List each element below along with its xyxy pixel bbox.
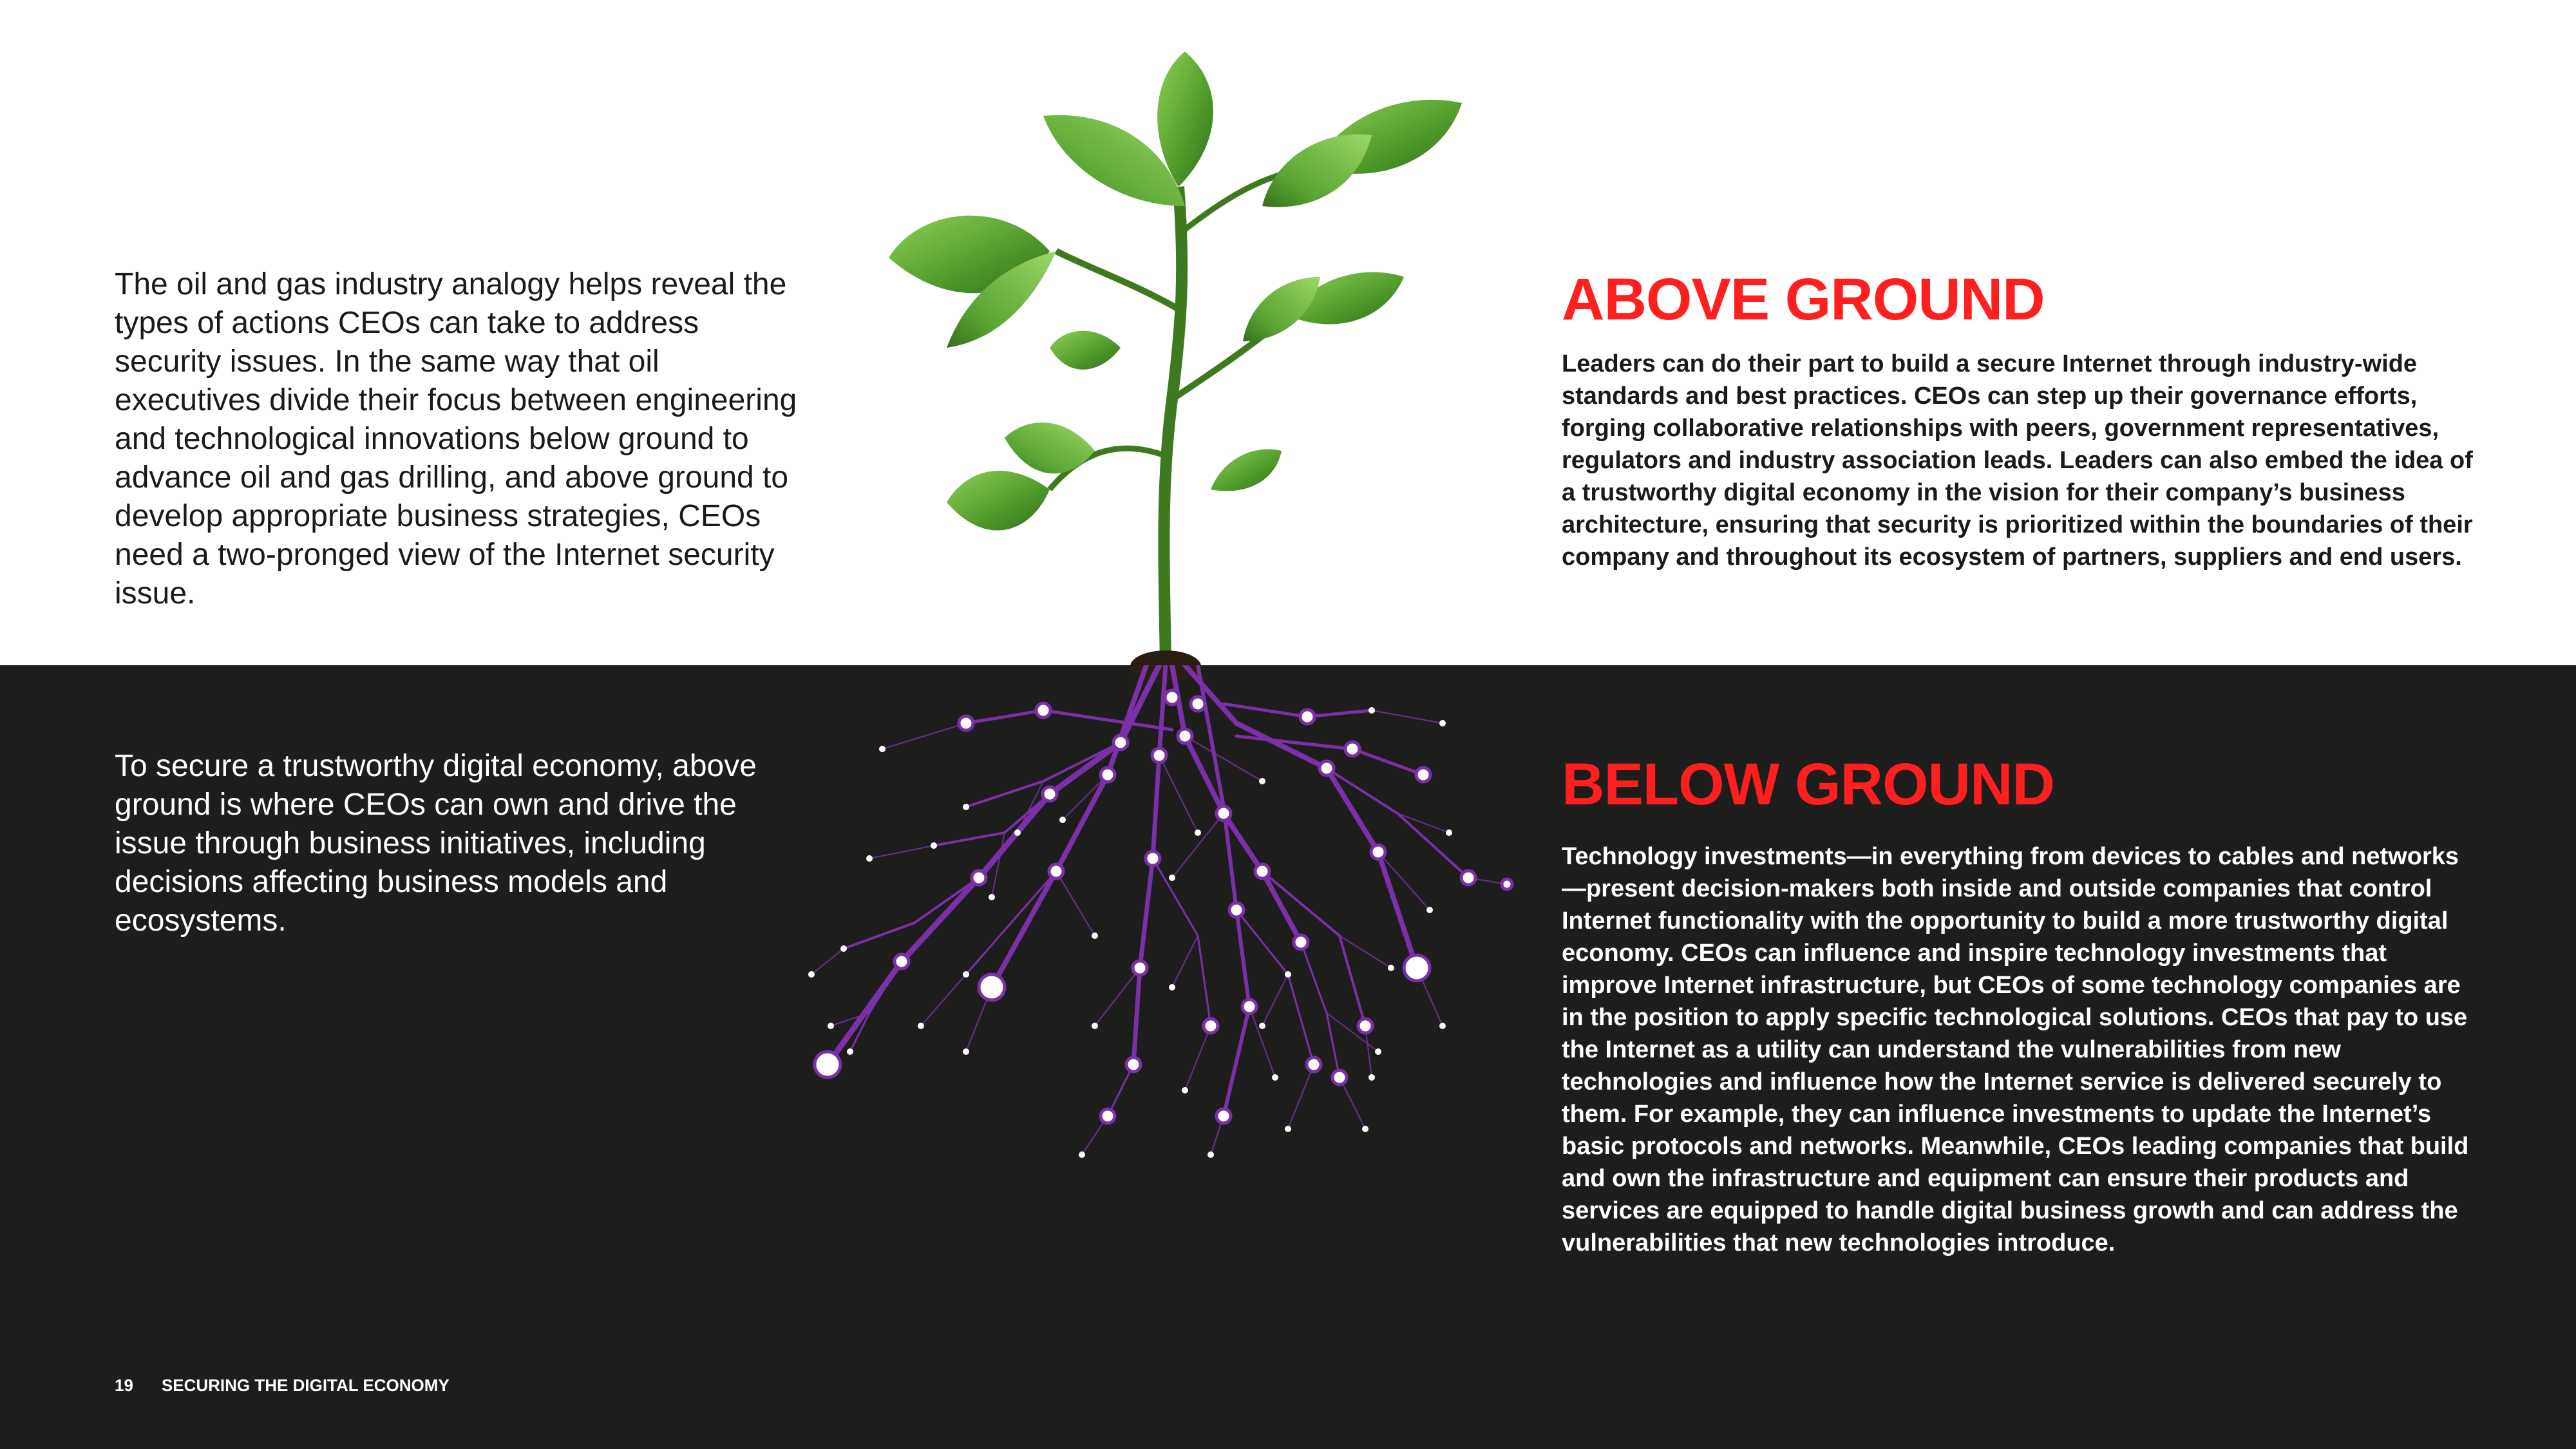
page-number: 19 <box>115 1376 133 1395</box>
above-ground-heading: ABOVE GROUND <box>1562 267 2045 332</box>
publication-title: SECURING THE DIGITAL ECONOMY <box>161 1376 450 1395</box>
intro-paragraph-above: The oil and gas industry analogy helps reveal the types of actions CEOs can take to address security issues. In the same way that oil executives divide their focus between engineering and technological innovations below ground to advance oil and gas drilling, and above ground to develop appropriate business strategies, CEOs need a two-pronged view of the Internet security issue. <box>115 267 797 611</box>
page-footer <box>115 1376 478 1396</box>
digital-roots-illustration <box>773 665 1546 1180</box>
plant-illustration <box>760 39 1571 683</box>
below-ground-heading: BELOW GROUND <box>1562 752 2054 817</box>
above-ground-body: Leaders can do their part to build a secure Internet through industry-wide standards and best practices. CEOs can step up their governance efforts, forging collaborative relationships with peers, government representatives, regulators and industry association leads. Leaders can also embed the idea of a trustworthy digital economy in the vision for their company’s business architecture, ensuring that security is prioritized within the boundaries of their company and throughout its ecosystem of partners, suppliers and end users. <box>1562 350 2473 571</box>
intro-paragraph-below: To secure a trustworthy digital economy, above ground is where CEOs can own and drive the issue through business initiatives, including decisions affecting business models and ecosystems. <box>115 749 757 938</box>
below-ground-body: Technology investments—in everything from devices to cables and networks—present decision-makers both inside and outside companies that control Internet functionality with the opportunity to build a more trustworthy digital economy. CEOs can influence and inspire technology investments that improve Internet infrastructure, but CEOs of some technology companies are in the position to apply specific technological solutions. CEOs that pay to use the Internet as a utility can understand the vulnerabilities from new technologies and influence how the Internet service is delivered securely to them. For example, they can influence investments to update the Internet’s basic protocols and networks. Meanwhile, CEOs leading companies that build and own the infrastructure and equipment can ensure their products and services are equipped to handle digital business growth and can address the vulnerabilities that new technologies introduce. <box>1562 843 2469 1256</box>
